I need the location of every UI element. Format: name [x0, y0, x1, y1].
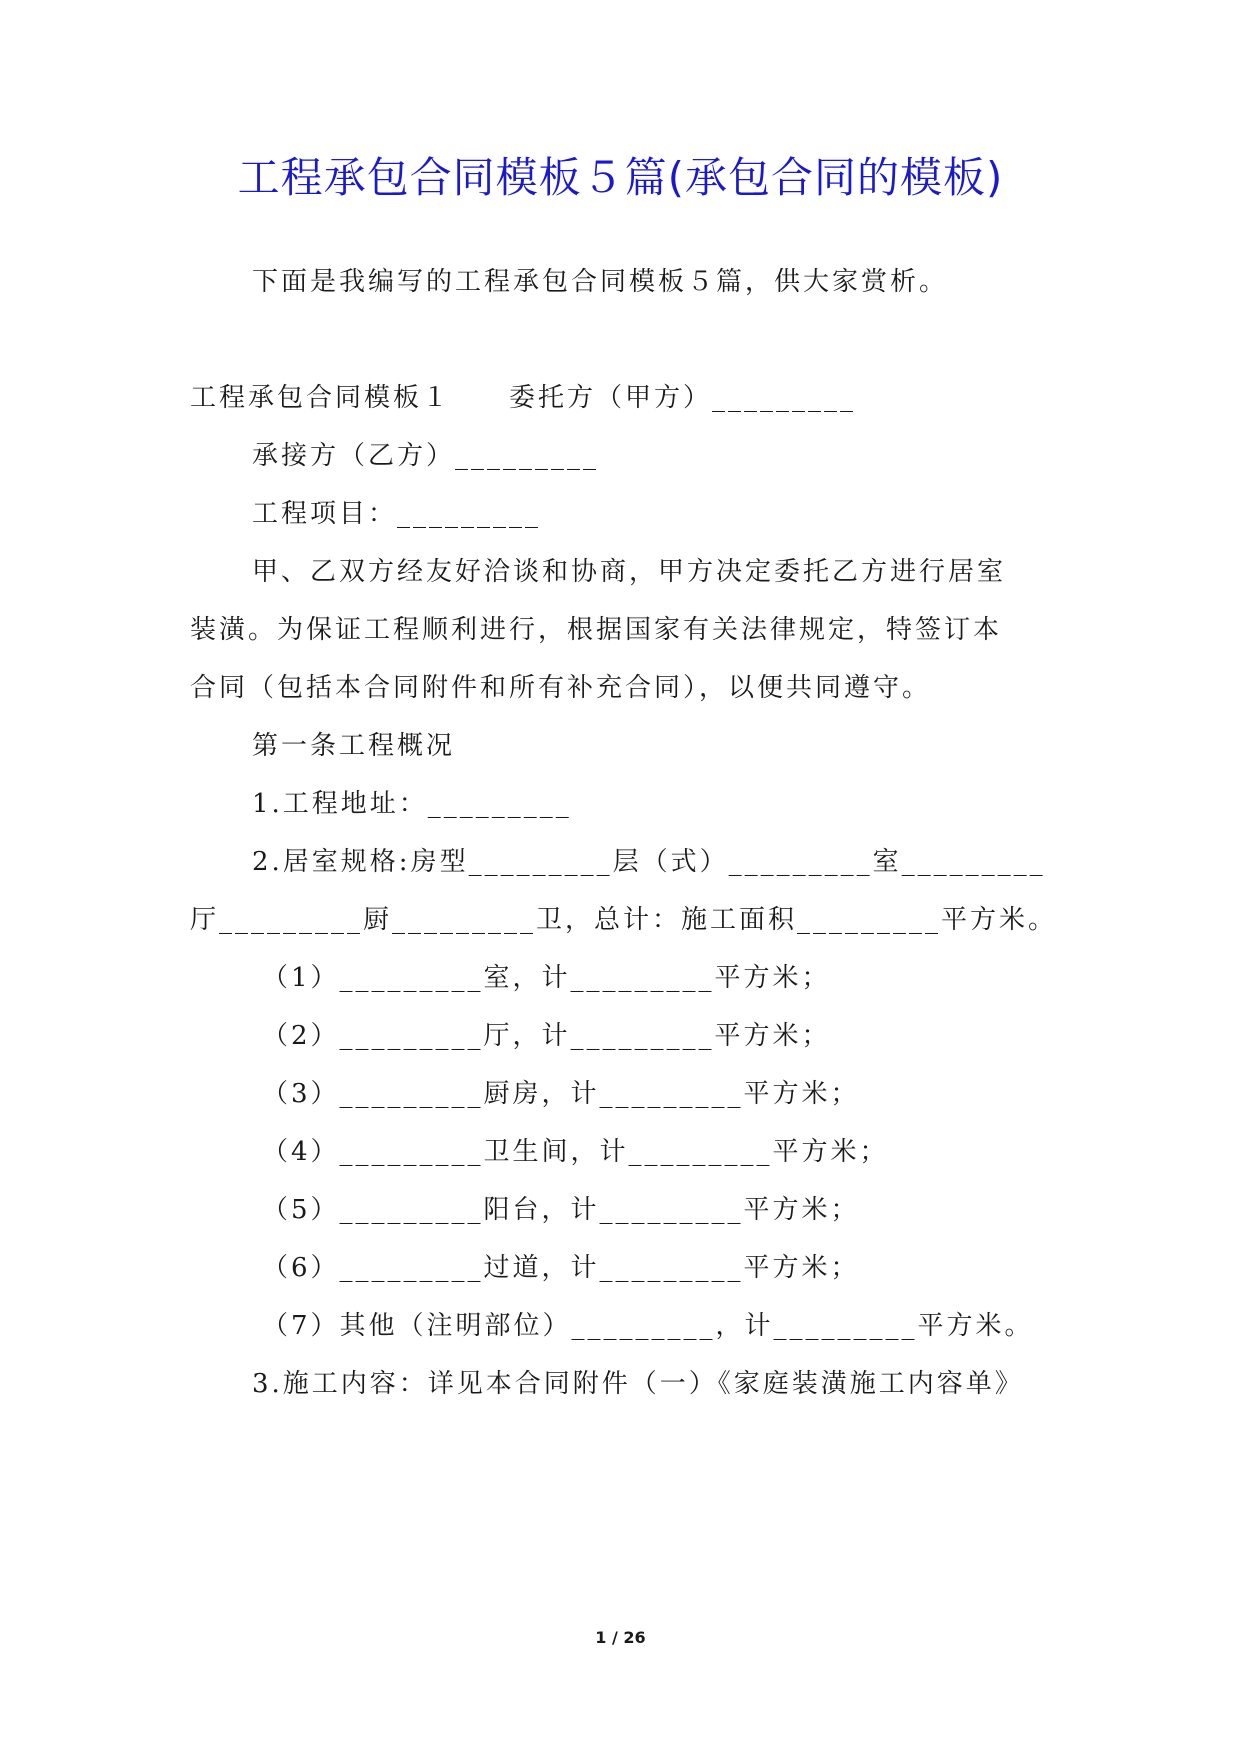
- paragraph-line: 合同（包括本合同附件和所有补充合同），以便共同遵守。: [190, 673, 932, 703]
- list-item: （3）_________厨房，计_________平方米；: [262, 1079, 860, 1109]
- paragraph-line: 甲、乙双方经友好洽谈和协商，甲方决定委托乙方进行居室: [252, 557, 1007, 587]
- intro-paragraph: 下面是我编写的工程承包合同模板５篇，供大家赏析。: [252, 267, 949, 297]
- page-number: 1 / 26: [595, 1628, 646, 1647]
- paragraph-line: 厅_________厨_________卫，总计：施工面积_________平方米。: [190, 905, 1058, 935]
- paragraph-line: 工程项目：_________: [252, 499, 542, 529]
- list-item: （4）_________卫生间，计_________平方米；: [262, 1137, 889, 1167]
- paragraph-line: 承接方（乙方）_________: [252, 441, 600, 471]
- paragraph-line: 1.工程地址：_________: [252, 789, 572, 819]
- list-item: （1）_________室，计_________平方米；: [262, 963, 831, 993]
- list-item: （2）_________厅，计_________平方米；: [262, 1021, 831, 1051]
- document-title: 工程承包合同模板５篇(承包合同的模板): [237, 153, 1004, 202]
- paragraph-line: 装潢。为保证工程顺利进行，根据国家有关法律规定，特签订本: [190, 615, 1003, 645]
- paragraph-line: 2.居室规格:房型_________层（式）_________室_________: [252, 847, 1046, 877]
- section-heading: 第一条工程概况: [252, 731, 456, 761]
- paragraph-line: 工程承包合同模板１ 委托方（甲方）_________: [190, 383, 857, 413]
- list-item: （5）_________阳台，计_________平方米；: [262, 1195, 860, 1225]
- list-item: （6）_________过道，计_________平方米；: [262, 1253, 860, 1283]
- paragraph-line: 3.施工内容：详见本合同附件（一）《家庭装潢施工内容单》: [252, 1369, 1024, 1399]
- list-item: （7）其他（注明部位）_________，计_________平方米。: [262, 1311, 1034, 1341]
